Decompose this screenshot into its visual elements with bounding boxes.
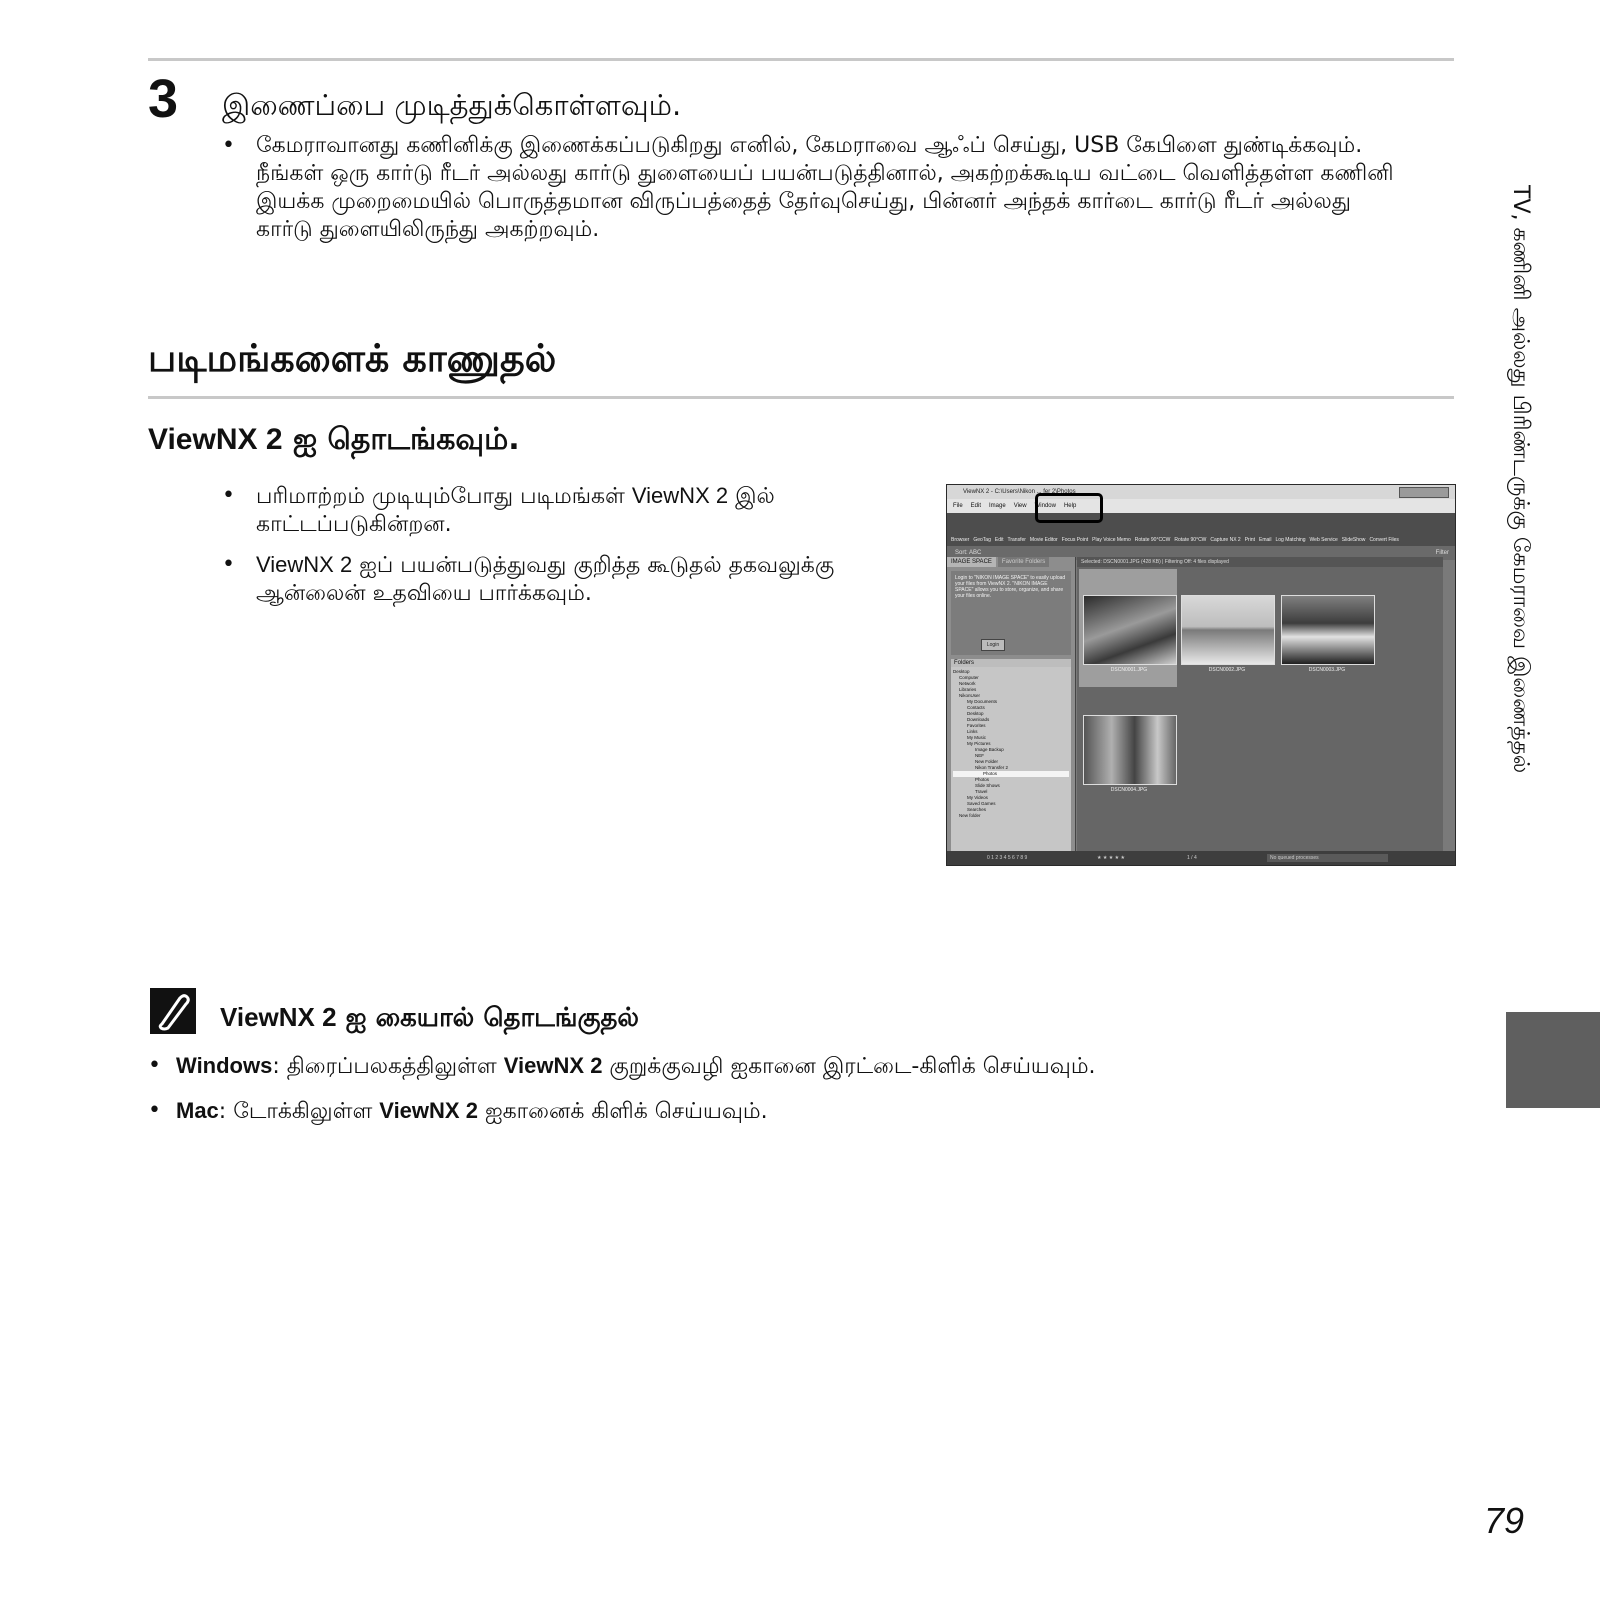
menu-image: Image	[989, 503, 1006, 509]
section-title: படிமங்களைக் காணுதல்	[148, 336, 557, 380]
sub-title-text: ஐ தொடங்கவும்.	[282, 422, 520, 457]
sub-title-app: ViewNX 2	[148, 423, 283, 456]
note-title-app: ViewNX 2	[220, 1002, 337, 1032]
step-bullets	[222, 132, 1402, 256]
menu-help: Help	[1063, 503, 1077, 509]
top-rule	[148, 58, 1454, 61]
menu-window: Window	[1034, 503, 1056, 509]
menu-file: File	[953, 503, 963, 509]
view-bullet	[222, 551, 902, 608]
page-number: 79	[1484, 1500, 1525, 1541]
thumbnail-label: DSCN0004.JPG	[1110, 787, 1148, 793]
note-item-mac	[148, 1097, 1448, 1126]
thumbnail-label: DSCN0003.JPG	[1308, 667, 1346, 673]
note-item-label: Mac	[176, 1098, 219, 1123]
help-menu-callout	[1035, 493, 1103, 523]
shot-menu-bar	[947, 499, 1455, 513]
tab-image-space: IMAGE SPACE	[947, 557, 996, 567]
folders-label: Folders	[951, 659, 1071, 667]
shot-left-panel	[947, 557, 1076, 851]
thumbnail-statue	[1083, 715, 1177, 785]
tree-item: Desktop	[953, 669, 970, 674]
note-item-text: ஐகானைக் கிளிக் செய்யவும்.	[477, 1099, 768, 1124]
step-bullet: • கேமராவானது கணினிக்கு இணைக்கப்படுகிறது எனில், கேமராவை ஆஃப் செய்து, USB கேபிளை துண்டிக்கவும். நீங்கள் ஒரு கார்டு ரீடர் அல்லது கார்டு துளையைப் பயன்படுத்தினால், அகற்றக்கூடிய வட்டை வெளித்தள்ள கணினி இயக்க முறைமையில் பொருத்தமான விருப்பத்தைத் தேர்வுசெய்து, பின்னர் அந்தக் கார்டை கார்டு ரீடர் அல்லது கார்டு துளையிலிருந்து அகற்றவும்.	[222, 132, 1402, 244]
tool-label: Rotate 90°CW	[1174, 537, 1207, 543]
view-bullet-text: ஐப் பயன்படுத்துவது குறித்த கூடுதல் தகவலுக்கு ஆன்லைன் உதவியை பார்க்கவும்.	[256, 553, 835, 606]
tree-item: Computer	[959, 675, 979, 680]
tree-item-selected: Photos	[953, 771, 1069, 777]
view-bullet-text: இல் காட்டப்படுகின்றன.	[256, 484, 775, 537]
shot-bottom-bar	[947, 851, 1455, 865]
menu-edit: Edit	[970, 503, 982, 509]
login-button: Login	[981, 639, 1005, 651]
pencil-note-icon	[150, 988, 196, 1034]
shot-toolbar	[947, 513, 1455, 546]
tree-item: My Music	[967, 735, 986, 740]
window-controls	[1399, 487, 1449, 498]
page-indicator: 1 / 4	[1187, 855, 1197, 861]
note-item-app: ViewNX 2	[503, 1053, 603, 1078]
shot-tabs	[947, 557, 1075, 567]
tree-item: Favorites	[967, 723, 986, 728]
note-item-text: குறுக்குவழி ஐகானை இரட்டை-கிளிக் செய்யவும்.	[602, 1054, 1096, 1079]
tool-label: Email	[1258, 537, 1272, 543]
shot-window-title: ViewNX 2 - C:\Users\Nikon ... fer 2\Photos	[963, 489, 1076, 495]
note-title	[220, 1002, 639, 1036]
login-text: Login to "NIKON IMAGE SPACE" to easily upload your files from ViewNX 2. "NIKON IMAGE SPACE" allows you to store, organize, and share your files online.	[955, 575, 1066, 599]
tree-item: Downloads	[967, 717, 990, 722]
tree-item: Contacts	[967, 705, 985, 710]
tool-label: SlideShow	[1341, 537, 1366, 543]
rating-numbers: 0 1 2 3 4 5 6 7 8 9	[987, 855, 1028, 861]
tree-item: Libraries	[959, 687, 977, 692]
tool-label: Print	[1244, 537, 1255, 543]
tool-label: Edit	[994, 537, 1004, 543]
tree-item: New Folder	[975, 759, 999, 764]
thumbnail-label: DSCN0002.JPG	[1208, 667, 1246, 673]
note-item-windows	[148, 1052, 1448, 1081]
tree-item: NEF	[975, 753, 984, 758]
tree-item: Travel	[975, 789, 988, 794]
tool-label: Play Voice Memo	[1092, 537, 1131, 543]
note-title-text: ஐ கையால் தொடங்குதல்	[336, 1003, 640, 1033]
folder-tree	[951, 667, 1071, 859]
tree-item: NikonUser	[959, 693, 981, 698]
thumbnail-waterfall	[1083, 595, 1177, 665]
view-bullet-app: ViewNX 2	[631, 483, 729, 508]
shot-status-text: Selected: DSCN0001.JPG (428 KB) | Filtering Off: 4 files displayed	[1077, 557, 1443, 567]
view-bullets	[222, 482, 902, 620]
tool-label: Rotate 90°CCW	[1134, 537, 1171, 543]
tree-item: Links	[967, 729, 978, 734]
sub-title	[148, 422, 520, 461]
tool-label: Movie Editor	[1029, 537, 1058, 543]
step-title: இணைப்பை முடித்துக்கொள்ளவும்.	[222, 88, 682, 122]
filter-label: Filter	[1435, 550, 1449, 556]
viewnx-screenshot	[946, 484, 1456, 866]
note-item-app: ViewNX 2	[379, 1098, 478, 1123]
section-rule	[148, 396, 1454, 399]
note-list	[148, 1052, 1448, 1142]
tool-label: Capture NX 2	[1210, 537, 1241, 543]
login-box	[951, 571, 1071, 655]
thumbnail-label: DSCN0001.JPG	[1110, 667, 1148, 673]
queue-status: No queued processes	[1267, 854, 1388, 862]
side-chapter-tab	[1506, 1012, 1600, 1108]
star-rating-icon: ★ ★ ★ ★ ★	[1097, 855, 1125, 861]
menu-view: View	[1013, 503, 1027, 509]
tree-item: Network	[959, 681, 976, 686]
sort-label: Sort: ABC	[955, 550, 982, 556]
side-chapter-label: TV, கணினி அல்லது பிரிண்டருக்கு கேமராவை இணைத்தல்	[1508, 185, 1533, 774]
note-item-label: Windows	[176, 1053, 273, 1078]
tool-label: Convert Files	[1369, 537, 1399, 543]
tree-item: My Pictures	[967, 741, 991, 746]
note-item-text: : டோக்கிலுள்ள	[218, 1099, 380, 1124]
thumbnail-building	[1281, 595, 1375, 665]
view-bullet	[222, 482, 902, 539]
tree-item: My Documents	[967, 699, 998, 704]
tree-item: Saved Games	[967, 801, 996, 806]
tool-label: Transfer	[1007, 537, 1026, 543]
view-bullet-app: ViewNX 2	[256, 552, 353, 577]
shot-title-bar	[947, 485, 1455, 499]
tree-item: Slide Shows	[975, 783, 1000, 788]
shot-thumbnail-area	[1077, 557, 1443, 851]
view-bullet-text: பரிமாற்றம் முடியும்போது படிமங்கள்	[256, 484, 632, 509]
tree-item: Desktop	[967, 711, 984, 716]
note-item-text: : திரைப்பலகத்திலுள்ள	[272, 1054, 504, 1079]
tool-label: Log Matching	[1275, 537, 1306, 543]
step-number: 3	[148, 69, 179, 129]
thumbnail-beach	[1181, 595, 1275, 665]
tree-item: Nikon Transfer 2	[975, 765, 1009, 770]
tool-label: GeoTag	[973, 537, 991, 543]
tree-item: Photos	[975, 777, 990, 782]
tab-favorite-folders: Favorite Folders	[998, 557, 1049, 567]
tool-label: Focus Point	[1061, 537, 1089, 543]
tree-item: New folder	[959, 813, 981, 818]
tree-item: My Videos	[967, 795, 988, 800]
tool-label: Web Service	[1309, 537, 1338, 543]
tree-item: Image Backup	[975, 747, 1004, 752]
tree-item: Searches	[967, 807, 987, 812]
tool-label: Browser	[951, 537, 970, 543]
